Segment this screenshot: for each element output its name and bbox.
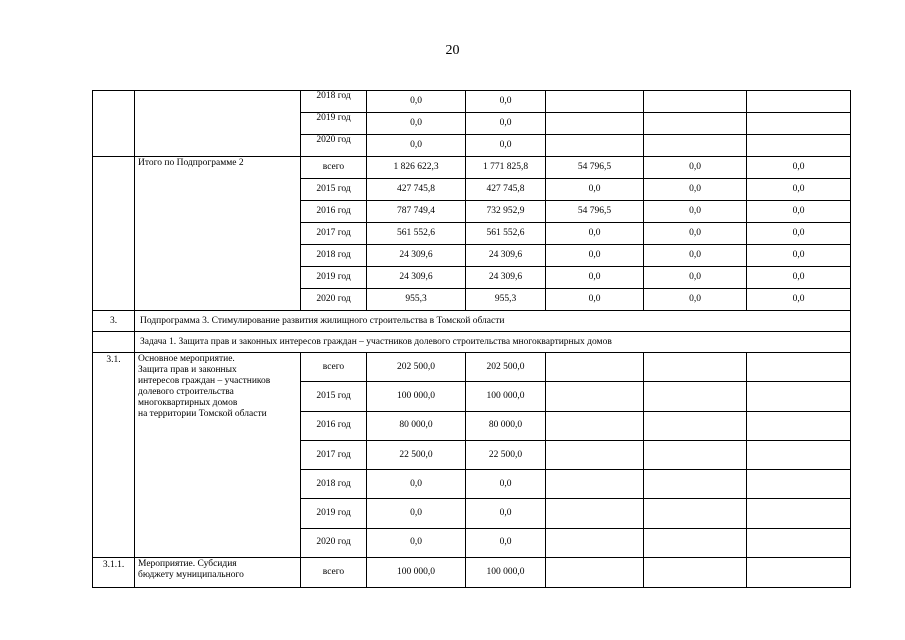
year-cell: всего [301,558,367,588]
row-name-cell [135,353,301,558]
total-cell: 427 745,8 [367,179,466,201]
column-4-cell [644,113,747,135]
column-3-cell [546,470,644,499]
column-3-cell: 54 796,5 [546,201,644,223]
column-3-cell [546,91,644,113]
column-3-cell [546,113,644,135]
year-cell: 2015 год [301,179,367,201]
column-3-cell: 54 796,5 [546,157,644,179]
year-cell: 2019 год [301,267,367,289]
federal-cell: 427 745,8 [466,179,546,201]
row-name-cell [135,157,301,311]
column-5-cell [747,113,851,135]
total-cell: 100 000,0 [367,558,466,588]
column-3-cell: 0,0 [546,245,644,267]
column-4-cell [644,558,747,588]
total-cell: 561 552,6 [367,223,466,245]
total-cell: 0,0 [367,135,466,157]
total-cell: 787 749,4 [367,201,466,223]
year-cell: 2015 год [301,382,367,411]
year-cell: 2017 год [301,440,367,469]
column-5-cell [747,470,851,499]
year-cell: 2016 год [301,201,367,223]
federal-cell: 202 500,0 [466,353,546,382]
column-4-cell: 0,0 [644,201,747,223]
federal-cell: 0,0 [466,135,546,157]
section-row [93,311,851,332]
federal-cell: 1 771 825,8 [466,157,546,179]
row-name-text: Мероприятие. Субсидия бюджету муниципального [138,559,244,581]
page-number: 20 [445,43,460,58]
total-cell: 1 826 622,3 [367,157,466,179]
federal-cell: 80 000,0 [466,411,546,440]
column-3-cell: 0,0 [546,289,644,311]
total-cell: 24 309,6 [367,245,466,267]
federal-cell: 0,0 [466,499,546,528]
year-cell: 2019 год [301,499,367,528]
column-3-cell [546,353,644,382]
federal-cell: 955,3 [466,289,546,311]
year-cell: 2016 год [301,411,367,440]
column-5-cell [747,135,851,157]
row-number-cell: 3.1. [93,353,135,558]
column-5-cell [747,91,851,113]
federal-cell: 561 552,6 [466,223,546,245]
row-name-cell [135,91,301,157]
total-cell: 22 500,0 [367,440,466,469]
year-cell: 2020 год [301,528,367,557]
section-title-cell: Задача 1. Защита прав и законных интересов граждан – участников долевого строительства многоквартирных домов [135,332,851,353]
column-5-cell [747,558,851,588]
column-5-cell [747,528,851,557]
column-4-cell [644,91,747,113]
column-4-cell: 0,0 [644,179,747,201]
column-5-cell: 0,0 [747,223,851,245]
total-cell: 0,0 [367,528,466,557]
section-number-cell [93,332,135,353]
column-3-cell: 0,0 [546,179,644,201]
year-cell: 2018 год [301,91,367,113]
federal-cell: 100 000,0 [466,382,546,411]
year-cell: 2018 год [301,470,367,499]
column-4-cell [644,528,747,557]
column-5-cell [747,499,851,528]
column-4-cell [644,499,747,528]
column-5-cell: 0,0 [747,157,851,179]
column-5-cell: 0,0 [747,289,851,311]
federal-cell: 0,0 [466,113,546,135]
row-name-text: Основное мероприятие. Защита прав и законных интересов граждан – участников долевого строительства многоквартирных домов на территории Томской области [138,354,271,419]
section-number-cell: 3. [93,311,135,332]
table-row [93,91,851,113]
column-4-cell: 0,0 [644,223,747,245]
total-cell: 0,0 [367,470,466,499]
column-5-cell [747,382,851,411]
year-cell: 2017 год [301,223,367,245]
column-5-cell: 0,0 [747,201,851,223]
column-3-cell [546,499,644,528]
column-4-cell: 0,0 [644,267,747,289]
column-3-cell [546,382,644,411]
column-4-cell: 0,0 [644,245,747,267]
federal-cell: 22 500,0 [466,440,546,469]
column-5-cell: 0,0 [747,267,851,289]
column-4-cell [644,353,747,382]
column-3-cell [546,558,644,588]
column-4-cell [644,470,747,499]
total-cell: 0,0 [367,91,466,113]
total-cell: 955,3 [367,289,466,311]
year-cell: 2018 год [301,245,367,267]
column-5-cell [747,440,851,469]
column-4-cell [644,440,747,469]
federal-cell: 0,0 [466,91,546,113]
row-name-text: Итого по Подпрограмме 2 [138,158,244,168]
year-cell: всего [301,353,367,382]
total-cell: 0,0 [367,113,466,135]
column-3-cell [546,411,644,440]
total-cell: 0,0 [367,499,466,528]
column-4-cell [644,135,747,157]
table-row [93,353,851,382]
federal-cell: 24 309,6 [466,245,546,267]
column-5-cell: 0,0 [747,245,851,267]
column-4-cell [644,411,747,440]
column-4-cell [644,382,747,411]
table-row [93,558,851,588]
column-5-cell [747,353,851,382]
year-cell: 2020 год [301,135,367,157]
federal-cell: 0,0 [466,470,546,499]
federal-cell: 100 000,0 [466,558,546,588]
table-body [93,91,851,588]
row-name-cell [135,558,301,588]
total-cell: 24 309,6 [367,267,466,289]
column-5-cell: 0,0 [747,179,851,201]
section-title-cell: Подпрограмма 3. Стимулирование развития жилищного строительства в Томской области [135,311,851,332]
year-cell: всего [301,157,367,179]
federal-cell: 0,0 [466,528,546,557]
column-3-cell [546,528,644,557]
total-cell: 202 500,0 [367,353,466,382]
federal-cell: 24 309,6 [466,267,546,289]
row-number-cell [93,91,135,157]
total-cell: 80 000,0 [367,411,466,440]
table-row [93,157,851,179]
section-row [93,332,851,353]
column-3-cell [546,440,644,469]
year-cell: 2019 год [301,113,367,135]
column-3-cell: 0,0 [546,267,644,289]
year-cell: 2020 год [301,289,367,311]
column-3-cell: 0,0 [546,223,644,245]
column-4-cell: 0,0 [644,157,747,179]
column-3-cell [546,135,644,157]
row-number-cell: 3.1.1. [93,558,135,588]
budget-table [92,90,851,588]
total-cell: 100 000,0 [367,382,466,411]
federal-cell: 732 952,9 [466,201,546,223]
column-5-cell [747,411,851,440]
row-number-cell [93,157,135,311]
column-4-cell: 0,0 [644,289,747,311]
